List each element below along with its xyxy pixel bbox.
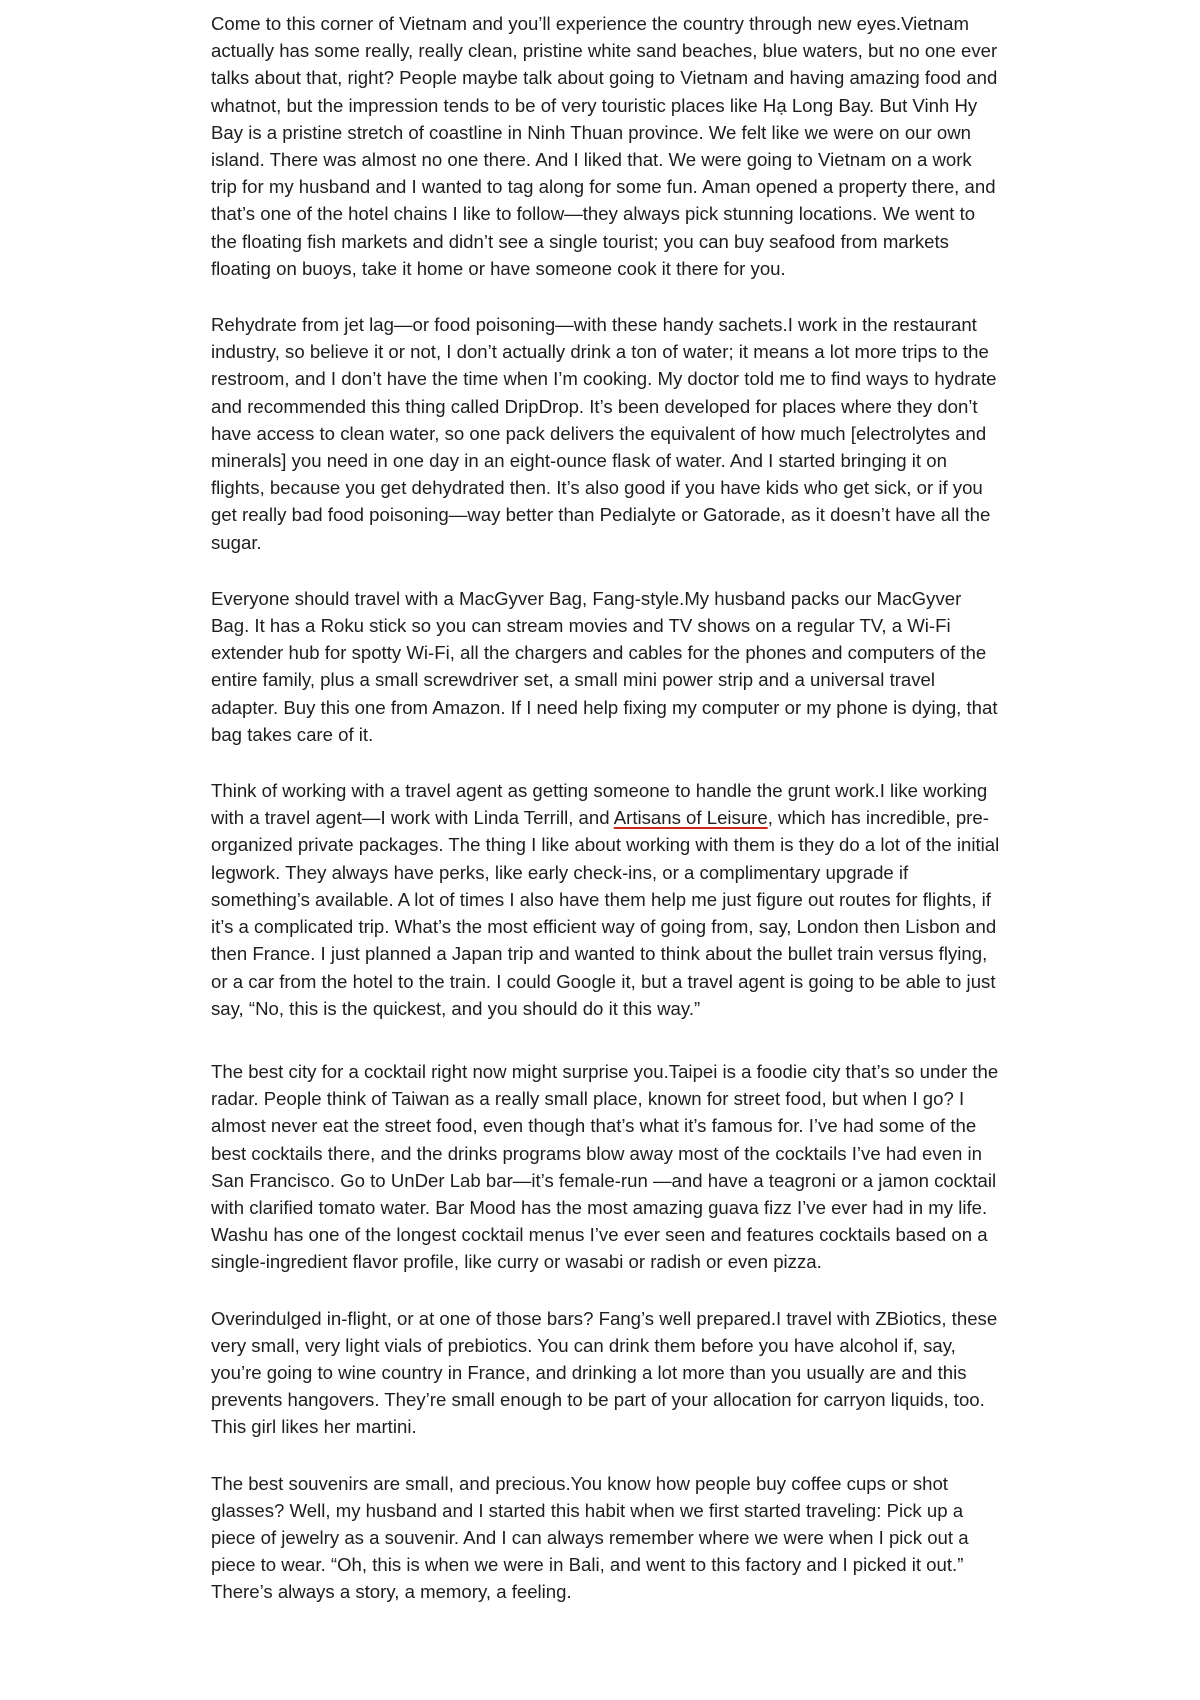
article-body [211, 10, 1001, 1635]
paragraph-travel-agent-text-end: , which has incredible, pre-organized private packages. The thing I like about working with them is they do a lot of the initial legwork. They always have perks, like early check-ins, or a complimentary upgrade if something’s available. A lot of times I also have them help me just figure out routes for flights, if it’s a complicated trip. What’s the most efficient way of going from, say, London then Lisbon and then France. I just planned a Japan trip and wanted to think about the bullet train versus flying, or a car from the hotel to the train. I could Google it, but a travel agent is going to be able to just say, “No, this is the quickest, and you should do it this way.” [211, 807, 1000, 1019]
paragraph-vietnam: Come to this corner of Vietnam and you’ll experience the country through new eyes.Vietnam actually has some really, really clean, pristine white sand beaches, blue waters, but no one ever talks about that, right? People maybe talk about going to Vietnam and having amazing food and whatnot, but the impression tends to be of very touristic places like Hạ Long Bay. But Vinh Hy Bay is a pristine stretch of coastline in Ninh Thuan province. We felt like we were on our own island. There was almost no one there. And I liked that. We were going to Vietnam on a work trip for my husband and I wanted to tag along for some fun. Aman opened a property there, and that’s one of the hotel chains I like to follow—they always pick stunning locations. We went to the floating fish markets and didn’t see a single tourist; you can buy seafood from markets floating on buoys, take it home or have someone cook it there for you. [211, 13, 998, 279]
artisans-of-leisure-link[interactable]: Artisans of Leisure [613, 807, 768, 829]
paragraph-travel-agent-text-start: Think of working with a travel agent as getting someone to handle the grunt work.I like working with a travel agent—I work with Linda Terrill, and [211, 780, 988, 829]
paragraph-travel-agent [211, 777, 1001, 1022]
paragraph-macgyver-bag: Everyone should travel with a MacGyver Bag, Fang-style.My husband packs our MacGyver Bag. It has a Roku stick so you can stream movies and TV shows on a regular TV, a Wi-Fi extender hub for spotty Wi-Fi, all the chargers and cables for the phones and computers of the entire family, plus a small screwdriver set, a small mini power strip and a universal travel adapter. Buy this one from Amazon. If I need help fixing my computer or my phone is dying, that bag takes care of it. [211, 587, 998, 745]
paragraph-souvenirs: The best souvenirs are small, and precious.You know how people buy coffee cups or shot glasses? Well, my husband and I started this habit when we first started traveling: Pick up a piece of jewelry as a souvenir. And I can always remember where we were when I pick out a piece to wear. “Oh, this is when we were in Bali, and went to this factory and I picked it out.” There’s always a story, a memory, a feeling. [211, 1472, 969, 1603]
paragraph-taipei-cocktails: The best city for a cocktail right now might surprise you.Taipei is a foodie city that’s so under the radar. People think of Taiwan as a really small place, known for street food, but when I go? I almost never eat the street food, even though that’s what it’s famous for. I’ve had some of the best cocktails there, and the drinks programs blow away most of the cocktails I’ve had even in San Francisco. Go to UnDer Lab bar—it’s female-run —and have a teagroni or a jamon cocktail with clarified tomato water. Bar Mood has the most amazing guava fizz I’ve ever had in my life. Washu has one of the longest cocktail menus I’ve ever seen and features cocktails based on a single-ingredient flavor profile, like curry or wasabi or radish or even pizza. [211, 1060, 999, 1273]
paragraph-rehydrate: Rehydrate from jet lag—or food poisoning—with these handy sachets.I work in the restaurant industry, so believe it or not, I don’t actually drink a ton of water; it means a lot more trips to the restroom, and I don’t have the time when I’m cooking. My doctor told me to find ways to hydrate and recommended this thing called DripDrop. It’s been developed for places where they don’t have access to clean water, so one pack delivers the equivalent of how much [electrolytes and minerals] you need in one day in an eight-ounce flask of water. And I started bringing it on flights, because you get dehydrated then. It’s also good if you have kids who get sick, or if you get really bad food poisoning—way better than Pedialyte or Gatorade, as it doesn’t have all the sugar. [211, 314, 997, 553]
paragraph-zbiotics: Overindulged in-flight, or at one of those bars? Fang’s well prepared.I travel with ZBiotics, these very small, very light vials of prebiotics. You can drink them before you have alcohol if, say, you’re going to wine country in France, and drinking a lot more than you usually are and this prevents hangovers. They’re small enough to be part of your allocation for carryon liquids, too. This girl likes her martini. [211, 1307, 998, 1438]
